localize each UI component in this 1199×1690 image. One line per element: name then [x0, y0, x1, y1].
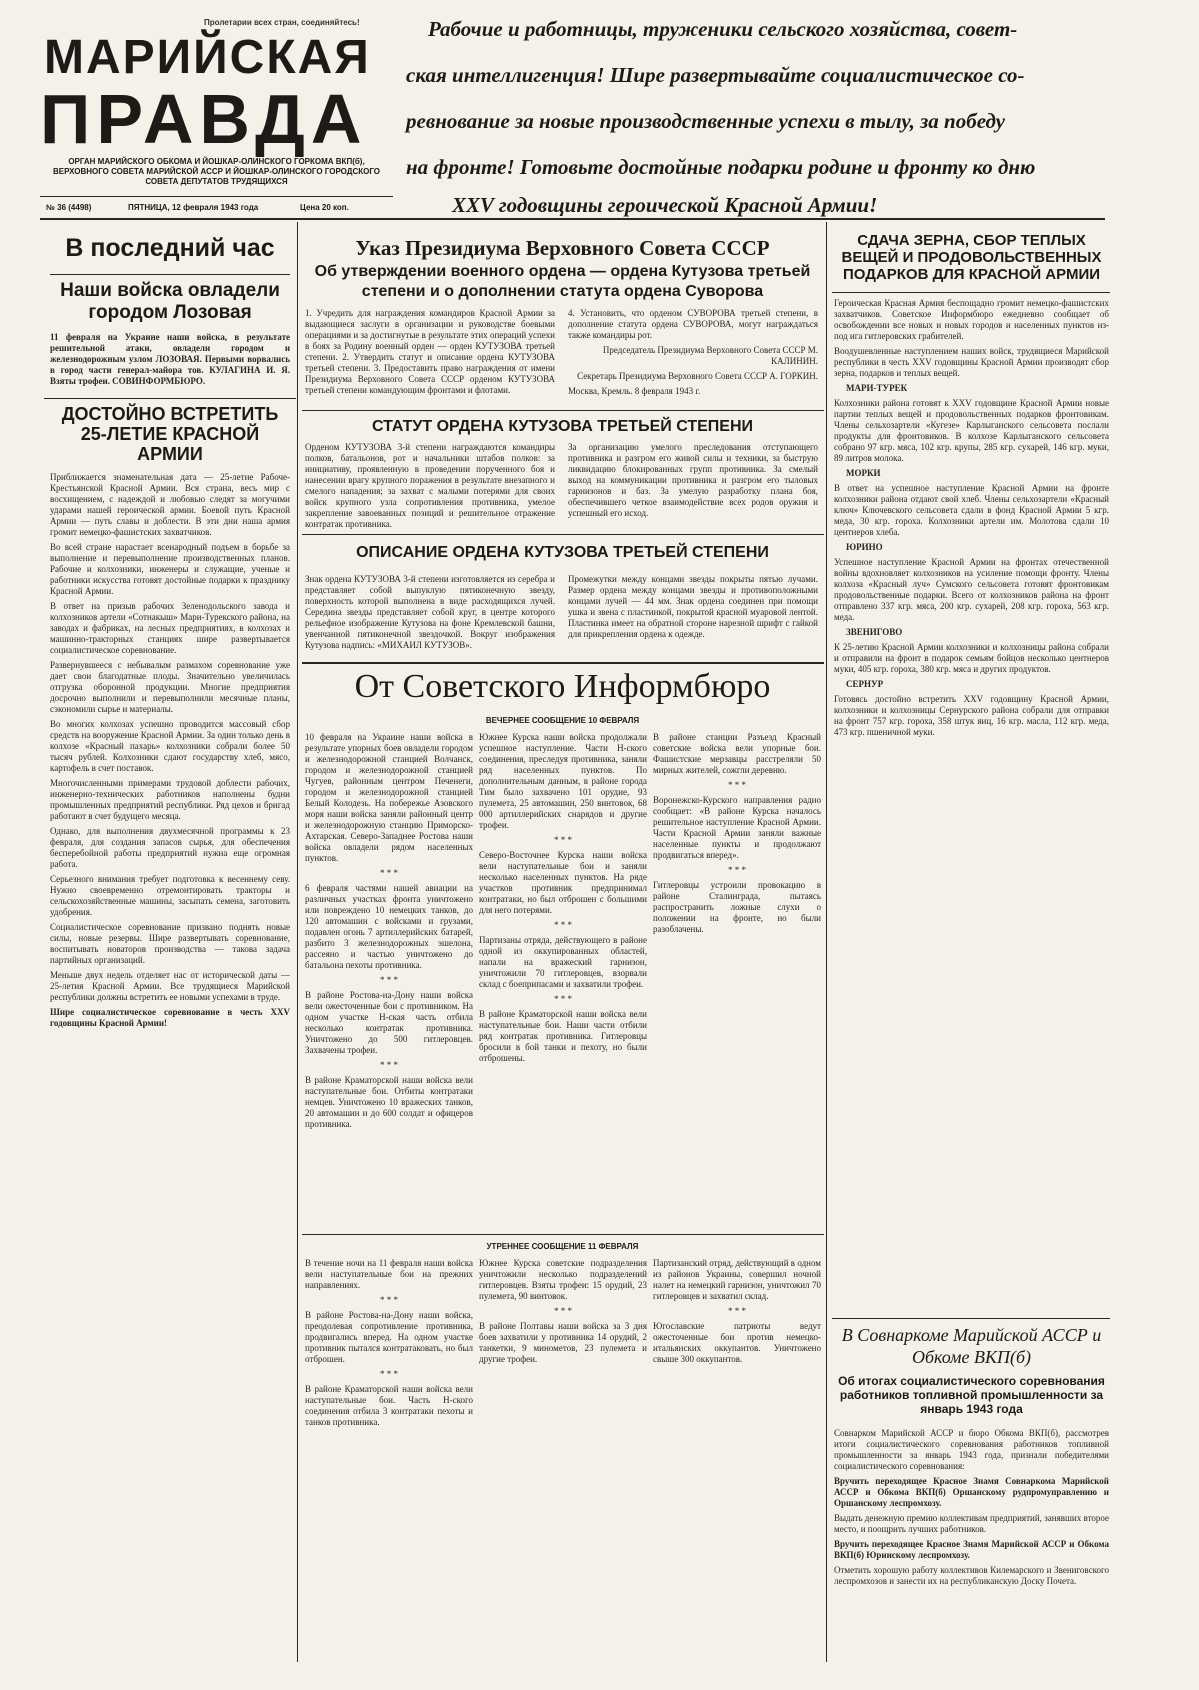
- editorial-title: ДОСТОЙНО ВСТРЕТИТЬ 25-ЛЕТИЕ КРАСНОЙ АРМИИ: [61, 404, 279, 464]
- sovnarkom-title: В Совнаркоме Марийской АССР и Обкоме ВКП(б): [841, 1325, 1102, 1367]
- center-rule-4: [302, 1234, 824, 1235]
- left-rule: [44, 398, 296, 399]
- slogan-line2: ская интеллигенция! Шире развертывайте социалистическое со-: [406, 63, 1025, 87]
- description-title: ОПИСАНИЕ ОРДЕНА КУТУЗОВА ТРЕТЬЕЙ СТЕПЕНИ: [356, 544, 769, 561]
- slogan-line1: Рабочие и работницы, труженики сельского хозяйства, совет-: [428, 17, 1018, 41]
- morning-col-2: Южнее Курска советские подразделения уничтожили несколько подразделений гитлеровцев. Взяты трофеи: 15 орудий, 23 пулемета, 90 винтовок. * * * В районе Полтавы наши войска за 3 дня боев захватили у противника 14 орудий, 2 танкетки, 9 минометов, 23 пулемета и другие трофеи.: [479, 1258, 647, 1364]
- slogan-line3: ревнование за новые производственные успехи в тылу, за победу: [406, 109, 1005, 133]
- evening-col-1: 10 февраля на Украине наши войска в результате упорных боев овладели городом и железнодорожной станцией Волчанск, городом и железнодорожной станцией Чугуев, районным центром Печенеги, городом и железнодорожной станцией Белый Колодезь. На побережье Азовского моря наши войска заняли районный центр и железнодорожную станцию Приморско-Ахтарская. Северо-Западнее Ростова наши войска овладели рядом населенных пунктов. * * * 6 февраля частями нашей авиации на различных участках фронта уничтожено или повреждено 10 немецких танков, до 120 автомашин с войсками и грузами, подавлен огонь 7 артиллерийских батарей, разбито 3 железнодорожных эшелона, рассеяно и частью уничтожено до батальона пехоты противника. * * * В районе Ростова-на-Дону наши войска вели ожесточенные бои с противником. На одном участке Н-ская часть отбила несколько контратак противника. Уничтожено до 500 гитлеровцев. Захвачены трофеи. * * * В районе Краматорской наши войска вели наступательные бои. Отбиты контратаки немцев. Уничтожено 10 вражеских танков, 20 автомашин и до 600 солдат и офицеров противника.: [305, 732, 473, 1129]
- right-rule-2: [832, 1318, 1110, 1319]
- sovnarkom-subtitle: Об итогах социалистического соревнования работников топливной промышленности за январь 1943 года: [838, 1374, 1105, 1416]
- slogan-line5: XXV годовщины героической Красной Армии!: [452, 193, 878, 217]
- statut-title: СТАТУТ ОРДЕНА КУТУЗОВА ТРЕТЬЕЙ СТЕПЕНИ: [371, 418, 754, 435]
- morning-col-1: В течение ночи на 11 февраля наши войска вели наступательные бои на прежних направлениях. * * * В районе Ростова-на-Дону наши войска, преодолевая сопротивление противника, продвигались вперед. На одном участке противник пытался контратаковать, но был отброшен. * * * В районе Краматорской наши войска вели наступательные бои. Часть Н-ского соединения отбила 3 контратаки пехоты и танков противника.: [305, 1258, 473, 1427]
- statut-right: За организацию умелого преследования отступающего противника и разгром его живой силы и техники, за быструю ликвидацию блокированных групп противника. За смелый выход на коммуникации противника и разгром его тыловых гарнизонов и баз. За умелую разработку плана боя, обеспечившего четкое взаимодействие всех родов оружия и успешный его исход.: [568, 442, 818, 518]
- newspaper-title-line2: ПРАВДА: [40, 80, 368, 158]
- grain-reports: Героическая Красная Армия беспощадно громит немецко-фашистских захватчиков. Советское Информбюро ежедневно сообщает об освобождении все новых и новых городов и населенных пунктов из-под ига гитлеровских грабителей. Воодушевленные наступлением наших войск, трудящиеся Марийской республики в честь XXV годовщины Красной Армии производят сбор зерна, подарков и теплых вещей. МАРИ-ТУРЕК Колхозники района готовят к XXV годовщине Красной Армии новые партии теплых вещей и продовольственных подарков фронтовикам. Члены сельхозартели «Кугезе» Карлыганского сельсовета послали продукты для фронтовиков. В колхозе Карлыганского сельсовета собрано 97 кгр. мяса, 102 кгр. крупы, 285 кгр. сухарей, 146 кгр. муки, 89 литров молока. МОРКИ В ответ на успешное наступление Красной Армии на фронте колхозники района отдают свой хлеб. Члены сельхозартели «Красный ключ» Ключевского сельсовета сдали в фонд Красной Армии 5 кгр. меда, 30 кгр. гороха. Колхозники артели им. Молотова сдали 10 центнеров хлеба. ЮРИНО Успешное наступление Красной Армии на фронтах отечественной войны вдохновляет колхозников на усиление помощи фронту. Члены колхоза «Красный луч» Сумского сельсовета готовят фронтовикам продовольственные подарки. Всего от колхозников района на фронт отправлено 337 кгр. мяса, 200 кгр. сухарей, 208 кгр. гороха, 563 кгр. меда. ЗВЕНИГОВО К 25-летию Красной Армии колхозники и колхозницы района собрали и отправили на фронт в подарок семьям бойцов несколько центнеров муки, 405 кгр. гороха, 380 кгр. мяса и других продуктов. СЕРНУР Готовясь достойно встретить XXV годовщину Красной Армии, колхозники и колхозницы Сернурского района собрали для отправки на фронт 757 кгр. гороха, 358 штук яиц, 16 кгр. масла, 112 кгр. меда, 473 кгр. пшеничной муки.: [834, 298, 1109, 737]
- masthead-divider: [40, 196, 393, 197]
- evening-col-3: В районе станции Разъезд Красный советские войска вели упорные бои. Фашистские мерзавцы расстреляли 50 мирных жителей, сожгли деревню. * * * Воронежско-Курского направления радио сообщает: «В районе Курска началось решительное наступление Красной Армии. Части Красной Армии заняли важные населенные пункты и продолжают продвигаться вперед». * * * Гитлеровцы устроили провокацию в районе Сталинграда, пытаясь распространить ложные слухи о положении на фронте, но были разоблачены.: [653, 732, 821, 934]
- center-rule-3: [302, 662, 824, 664]
- morning-report-label: УТРЕННЕЕ СООБЩЕНИЕ 11 ФЕВРАЛЯ: [486, 1242, 639, 1251]
- headline-lozovaya: Наши войска овладели городом Лозовая: [60, 280, 280, 323]
- morning-col-3: Партизанский отряд, действующий в одном из районов Украины, совершил ночной налет на немецкий гарнизон, уничтожил 70 гитлеровцев и захватил склад. * * * Югославские патриоты ведут ожесточенные бои против немецко-итальянских оккупантов. Уничтожено свыше 300 оккупантов.: [653, 1258, 821, 1364]
- column-rule-1: [297, 222, 298, 1662]
- center-rule-1: [302, 410, 824, 411]
- slogan-line4: на фронте! Готовьте достойные подарки родине и фронту ко дню: [406, 155, 1036, 179]
- description-right: Промежутки между концами звезды покрыты пятью лучами. Размер ордена между концами звезды и противоположными концами лучей — 44 мм. Знак ордена соединен при помощи ушка и звена с пластинкой, покрытой красной муаровой лентой. Пластинка имеет на обратной стороне нарезной шрифт с гайкой для прикрепления ордена к одежде.: [568, 574, 818, 639]
- newspaper-title-line1: МАРИЙСКАЯ: [44, 31, 371, 84]
- ukaz-right: 4. Установить, что орденом СУВОРОВА третьей степени, в дополнение статута ордена СУВОРОВА, могут награждаться также командиры рот. Председатель Президиума Верховного Совета СССР М. КАЛИНИН. Секретарь Президиума Верховного Совета СССР А. ГОРКИН. Москва, Кремль. 8 февраля 1943 г.: [568, 308, 818, 396]
- sovinform-title: От Советского Информбюро: [354, 668, 771, 705]
- issue-number: № 36 (4498): [46, 203, 92, 212]
- ukaz-left: 1. Учредить для награждения командиров Красной Армии за выдающиеся заслуги в организации и руководстве боевыми операциями и за достигнутые в результате этих операций успехи в боях за Родину военный орден — орден КУТУЗОВА третьей степени. 2. Утвердить статут и описание ордена КУТУЗОВА третьей степени. 3. Предоставить право награждения от имени Президиума Верховного Совета СССР орденом КУТУЗОВА третьей степени командующим фронтами и флотами.: [305, 308, 555, 395]
- editorial-body: Приближается знаменательная дата — 25-летие Рабоче-Крестьянской Красной Армии. Вся страна, весь мир с восхищением, с надеждой и любовью следят за могучими ударами нашей героической армии. Боевой путь Красной Армии — путь славы и доблести. В эти дни наша армия громит немецко-фашистских захватчиков. Во всей стране нарастает всенародный подъем в борьбе за выполнение и перевыполнение производственных планов. Рабочие и колхозники, инженеры и служащие, ученые и работники искусства готовят достойные подарки к празднику Красной Армии. В ответ на призыв рабочих Зеленодольского завода и колхозников артели «Сотнакыш» Мари-Турекского района, на заводах и фабриках, на лесных предприятиях, в колхозах и машинно-тракторных станциях шире развертывается социалистическое соревнование. Развернувшееся с небывалым размахом соревнование уже дает свои благодатные плоды. Значительно увеличилась отгрузка оборонной продукции. Многие предприятия досрочно выполнили и перевыполнили месячные планы, сэкономили сырье и материалы. Во многих колхозах успешно проводится массовый сбор средств на вооружение Красной Армии. За один только день в колхозе «Красный пахарь» колхозники собрали более 50 тысяч рублей. Колхозники сдают государству хлеб, мясо, картофель в счет поставок. Многочисленными примерами трудовой доблести рабочих, инженерно-технических работников наполнены будни промышленных предприятий республики. Ряд цехов и бригад работают в счет будущего месяца. Однако, для выполнения двухмесячной программы к 23 февраля, для создания запасов сырья, для обеспечения бесперебойной работы предприятий нужна еще огромная работа. Серьезного внимания требует подготовка к весеннему севу. Нужно своевременно отремонтировать тракторы и сельскохозяйственные машины, засыпать семена, заготовить удобрения. Социалистическое соревнование призвано поднять новые силы, новые резервы. Шире развертывать соревнование, воспитывать новаторов производства — такова задача партийных организаций. Меньше двух недель отделяет нас от исторической даты — 25-летия Красной Армии. Все трудящиеся Марийской республики должны встретить ее новыми успехами в труде. Шире социалистическое соревнование в честь XXV годовщины Красной Армии!: [50, 472, 290, 1028]
- right-rule-1: [832, 292, 1110, 293]
- ukaz-title: Указ Президиума Верховного Совета СССР: [355, 236, 770, 260]
- lozovaya-lead: 11 февраля на Украине наши войска, в результате решительной атаки, овладели городом и железнодорожным узлом ЛОЗОВАЯ. Первыми ворвались в город части генерал-майора тов. КУЛАГИНА И. Я. Взяты трофеи. СОВИНФОРМБЮРО.: [50, 332, 290, 386]
- ukaz-subtitle: Об утверждении военного ордена — ордена Кутузова третьей степени и о дополнении статута ордена Суворова: [314, 263, 811, 300]
- sovnarkom-body: Совнарком Марийской АССР и бюро Обкома ВКП(б), рассмотрев итоги социалистического соревнования работников топливной промышленности за январь 1943 года, признали победителями социалистического соревнования: Вручить переходящее Красное Знамя Совнаркома Марийской АССР и Обкома ВКП(б) Оршанскому рудпромуправлению и Оршанскому леспромхозу. Выдать денежную премию коллективам предприятий, занявших второе место, и поощрить лучших работников. Вручить переходящее Красное Знамя Марийской АССР и Обкома ВКП(б) Юринскому леспромхозу. Отметить хорошую работу коллективов Килемарского и Звениговского леспромхозов и занести их на республиканскую Доску Почета.: [834, 1428, 1109, 1586]
- description-left: Знак ордена КУТУЗОВА 3-й степени изготовляется из серебра и представляет собой выпуклую пятиконечную звезду, поверхность которой выполнена в виде расходящихся лучей. Середина звезды представляет собой круг, в центре которого рельефное изображение Кутузова на фоне Кремлевской башни, увенчанной пятиконечной звездочкой. Вокруг изображения Кутузова надпись: «МИХАИЛ КУТУЗОВ».: [305, 574, 555, 650]
- masthead-motto: Пролетарии всех стран, соединяйтесь!: [204, 18, 360, 27]
- rubric-last-hour: В последний час: [65, 234, 275, 262]
- grain-headline: СДАЧА ЗЕРНА, СБОР ТЕПЛЫХ ВЕЩЕЙ И ПРОДОВОЛЬСТВЕННЫХ ПОДАРКОВ ДЛЯ КРАСНОЙ АРМИИ: [841, 232, 1102, 283]
- rubric-rule: [50, 274, 290, 275]
- center-rule-2: [302, 534, 824, 535]
- evening-col-2: Южнее Курска наши войска продолжали успешное наступление. Части Н-ского соединения, преследуя противника, заняли ряд населенных пунктов. По дополнительным данным, в районе города Тим было захвачено 101 орудие, 93 пулемета, 25 автомашин, 250 винтовок, 68 000 артиллерийских снарядов и другие трофеи. * * * Северо-Восточнее Курска наши войска вели наступательные бои и заняли несколько населенных пунктов. На ряде участков противник предпринимал контратаки, но был отброшен с большими для него потерями. * * * Партизаны отряда, действующего в районе одной из оккупированных областей, напали на вражеский гарнизон, уничтожили 70 гитлеровцев, взорвали склад с боеприпасами и захватили трофеи. * * * В районе Краматорской наши войска вели наступательные бои. Наши части отбили ряд контратак противника. Гитлеровцы бросили в бой танки и пехоту, но были отброшены.: [479, 732, 647, 1063]
- evening-report-label: ВЕЧЕРНЕЕ СООБЩЕНИЕ 10 ФЕВРАЛЯ: [485, 716, 640, 725]
- issue-date: ПЯТНИЦА, 12 февраля 1943 года: [128, 203, 259, 212]
- issue-price: Цена 20 коп.: [300, 203, 349, 212]
- column-rule-2: [826, 222, 827, 1662]
- statut-left: Орденом КУТУЗОВА 3-й степени награждаются командиры полков, батальонов, рот и начальники штабов полков: за инициативу, проявленную в проведении порученного боя и нанесении врагу крупного поражения в результате внезапного и смелого нападения; за захват с малыми потерями для своих войск крупного узла сопротивления противника, умелое закрепление завоеванных позиций и решительное отражение контратак противника.: [305, 442, 555, 529]
- masthead-subtitle: ОРГАН МАРИЙСКОГО ОБКОМА И ЙОШКАР-ОЛИНСКОГО ГОРКОМА ВКП(б), ВЕРХОВНОГО СОВЕТА МАРИЙСКОЙ АССР И ЙОШКАР-ОЛИНСКОГО ГОРОДСКОГО СОВЕТА ДЕПУТАТОВ ТРУДЯЩИХСЯ: [52, 157, 381, 186]
